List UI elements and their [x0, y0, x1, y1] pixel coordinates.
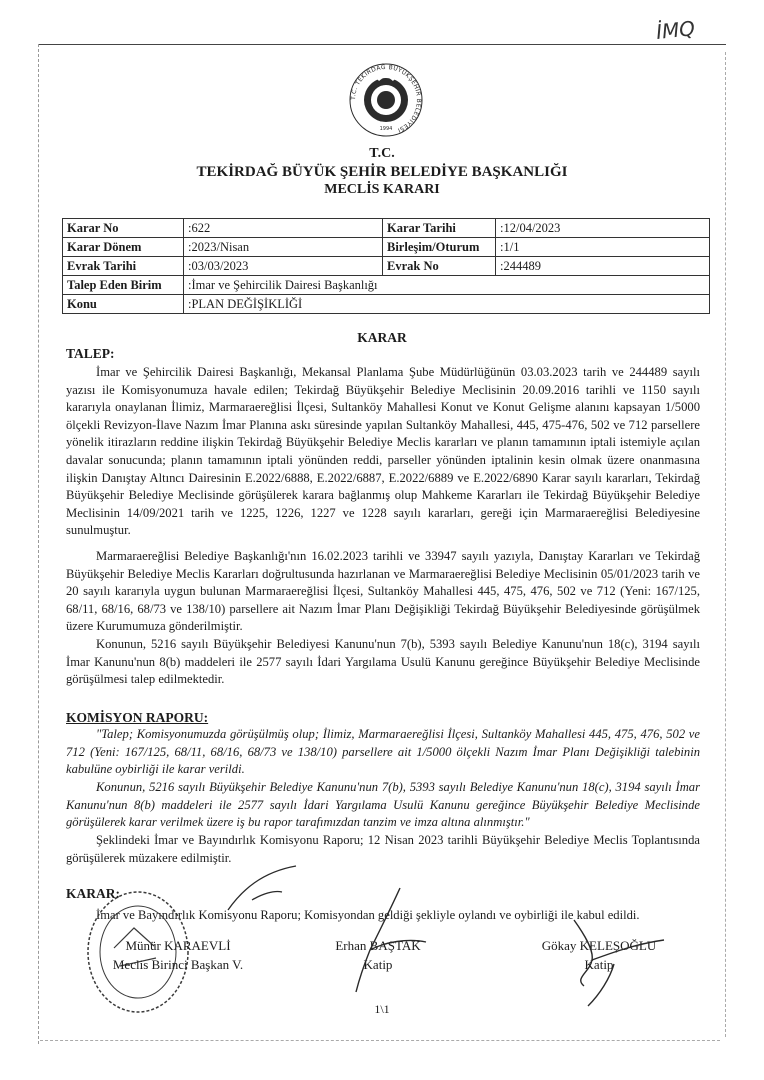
handwritten-signature-clerk-1: [330, 880, 440, 1000]
evrak-no-label: Evrak No: [383, 257, 496, 276]
logo-ring-text: T.C. TEKİRDAĞ BÜYÜKŞEHİR BELEDİYESİ: [349, 63, 423, 134]
signatory-title: Katip: [363, 957, 393, 972]
municipality-logo: [348, 62, 424, 138]
signatory-title: Meclis Birinci Başkan V.: [112, 957, 244, 972]
decision-info-table: [62, 218, 710, 314]
komisyon-heading: KOMİSYON RAPORU:: [66, 710, 209, 725]
talep-paragraph-2: Marmaraereğlisi Belediye Başkanlığı'nın 16.02.2023 tarihli ve 33947 sayılı yazıyla, Danıştay Kararları ve Tekirdağ Büyükşehir Belediye Meclis Kararları doğrultusunda hazırlanan ve Marmaraereğlisi Belediye Meclisinin 05/01/2023 tarih ve 20 sayılı kararıyla uygun bulunan Marmaraereğlisi İlçesi, Sultanköy Mahallesi 445, 475, 476, 502 ve 712 (Yeni: 167/125, 68/11, 68/16, 68/73 ve 138/10) parsellere ait Nazım İmar Planı Değişikliği Tekirdağ Büyükşehir Belediyesinde görüşülmek üzere Kurumumuza gönderilmiştir.: [66, 549, 700, 634]
talep-eden-value: :İmar ve Şehircilik Dairesi Başkanlığı: [184, 276, 710, 295]
header-institution: TEKİRDAĞ BÜYÜK ŞEHİR BELEDİYE BAŞKANLIĞI: [196, 164, 568, 180]
komisyon-paragraph-1: "Talep; Komisyonumuzda görüşülmüş olup; İlimiz, Marmaraereğlisi İlçesi, Sultanköy Mahallesi 445, 475, 476, 502 ve 712 (Yeni: 167/125, 68/11, 68/16, 68/73 ve 138/10) parsellere ait 1/5000 ölçekli Nazım İmar Planı Değişikliği talebinin kabulüne oybirliği ile karar verildi.: [66, 727, 700, 777]
birlesim-value: :1/1: [496, 238, 710, 257]
karar-heading: KARAR:: [66, 886, 120, 901]
evrak-no-value: :244489: [496, 257, 710, 276]
talep-eden-label: Talep Eden Birim: [63, 276, 184, 295]
table-row: [63, 276, 710, 295]
karar-tarihi-label: Karar Tarihi: [383, 219, 496, 238]
logo-year: 1994: [379, 126, 393, 132]
handwritten-signature-clerk-2: [544, 900, 674, 1010]
karar-paragraph: İmar ve Bayındırlık Komisyonu Raporu; Komisyondan geldiği şekliyle oylandı ve oybirliği ile kabul edildi.: [96, 908, 640, 922]
karar-donem-value: :2023/Nisan: [184, 238, 383, 257]
konu-value: :PLAN DEĞİŞİKLİĞİ: [184, 295, 710, 314]
header-document-type: MECLİS KARARI: [324, 182, 440, 197]
handwritten-corner-note: İMQ: [654, 16, 697, 44]
table-row: [63, 219, 710, 238]
handwritten-signature-chair: [222, 860, 302, 920]
evrak-tarihi-value: :03/03/2023: [184, 257, 383, 276]
komisyon-paragraph-2: Konunun, 5216 sayılı Büyükşehir Belediye Kanunu'nun 7(b), 5393 sayılı Belediye Kanunu'nun 18(c), 3194 sayılı İmar Kanunu'nun 8(b) maddeleri ile 2577 sayılı İdari Yargılama Usulü Kanunu gereğince Büyükşehir Belediye Meclisinde görüşülerek karar verilmek üzere iş bu rapor tarafımızdan tanzim ve imza altına alınmıştır.": [66, 780, 700, 830]
komisyon-paragraph-3: Şeklindeki İmar ve Bayındırlık Komisyonu Raporu; 12 Nisan 2023 tarihli Büyükşehir Belediye Meclis Toplantısında görüşülerek müzakere edilmiştir.: [66, 833, 700, 865]
page-number: 1\1: [374, 1002, 390, 1016]
header-tc: T.C.: [369, 146, 395, 161]
signatory-title: Katip: [584, 957, 614, 972]
signature-block-chair: [98, 936, 258, 974]
talep-paragraph-1: İmar ve Şehircilik Dairesi Başkanlığı, Mekansal Planlama Şube Müdürlüğünün 03.03.2023 tarih ve 244489 sayılı yazısı ile Komisyonumuza havale edilen; Tekirdağ Büyükşehir Belediye Meclisinin 20.09.2016 tarihli ve 1150 sayılı kararıyla onaylanan İlimiz, Marmaraereğlisi İlçesi, Sultanköy Mahallesi Konut ve Konut Gelişme alanını kapsayan 1/5000 ölçekli Revizyon-İlave Nazım İmar Planına askı süresinde yapılan Sultanköy Mahallesi, 445, 475-476, 502 ve 712 parsellere yönelik itirazların reddine ilişkin Tekirdağ Büyükşehir Belediye Meclis kararları ve planın tamamının iptali istemiyle açılan davalar sonucunda; planın tamamının iptali yönünden reddi, parseller yönünden iptalinin kesin olmak üzere onanmasına ilişkin Danıştay Altıncı Dairesinin E.2022/6888, E.2022/6887, E.2022/6889 ve E.2022/6890 Karar sayılı kararları, Tekirdağ Büyükşehir Belediye Meclisinde görüşülerek karara bağlanmış olup Mahkeme Kararları ile Tekirdağ Büyükşehir Belediye Meclisinin 14/09/2021 tarih ve 1225, 1226, 1227 ve 1228 sayılı kararları, gereği için Marmaraereğlisi Belediyesine sunulmuştur.: [66, 365, 700, 538]
right-border: [725, 52, 726, 1037]
bottom-border: [40, 1040, 720, 1041]
karar-no-value: :622: [184, 219, 383, 238]
birlesim-label: Birleşim/Oturum: [383, 238, 496, 257]
konu-label: Konu: [63, 295, 184, 314]
table-row: [63, 257, 710, 276]
talep-heading: TALEP:: [66, 346, 115, 361]
signatory-name: Erhan BAŞTAK: [335, 938, 421, 953]
karar-no-label: Karar No: [63, 219, 184, 238]
table-row: [63, 295, 710, 314]
talep-paragraph-3: Konunun, 5216 sayılı Büyükşehir Belediyesi Kanunu'nun 7(b), 5393 sayılı Belediye Kanunu'nun 18(c), 3194 sayılı İmar Kanunu'nun 8(b) maddeleri ile 2577 sayılı İdari Yargılama Usulü Kanunu gereğince Büyükşehir Belediye Meclisinde görüşülmesi talep edilmektedir.: [66, 637, 700, 687]
evrak-tarihi-label: Evrak Tarihi: [63, 257, 184, 276]
top-border: [38, 44, 726, 45]
table-row: [63, 238, 710, 257]
signatory-name: Münür KARAEVLİ: [125, 938, 231, 953]
decision-section-title: KARAR: [357, 330, 407, 345]
karar-donem-label: Karar Dönem: [63, 238, 184, 257]
karar-tarihi-value: :12/04/2023: [496, 219, 710, 238]
signatory-name: Gökay KELEŞOĞLU: [541, 938, 657, 953]
